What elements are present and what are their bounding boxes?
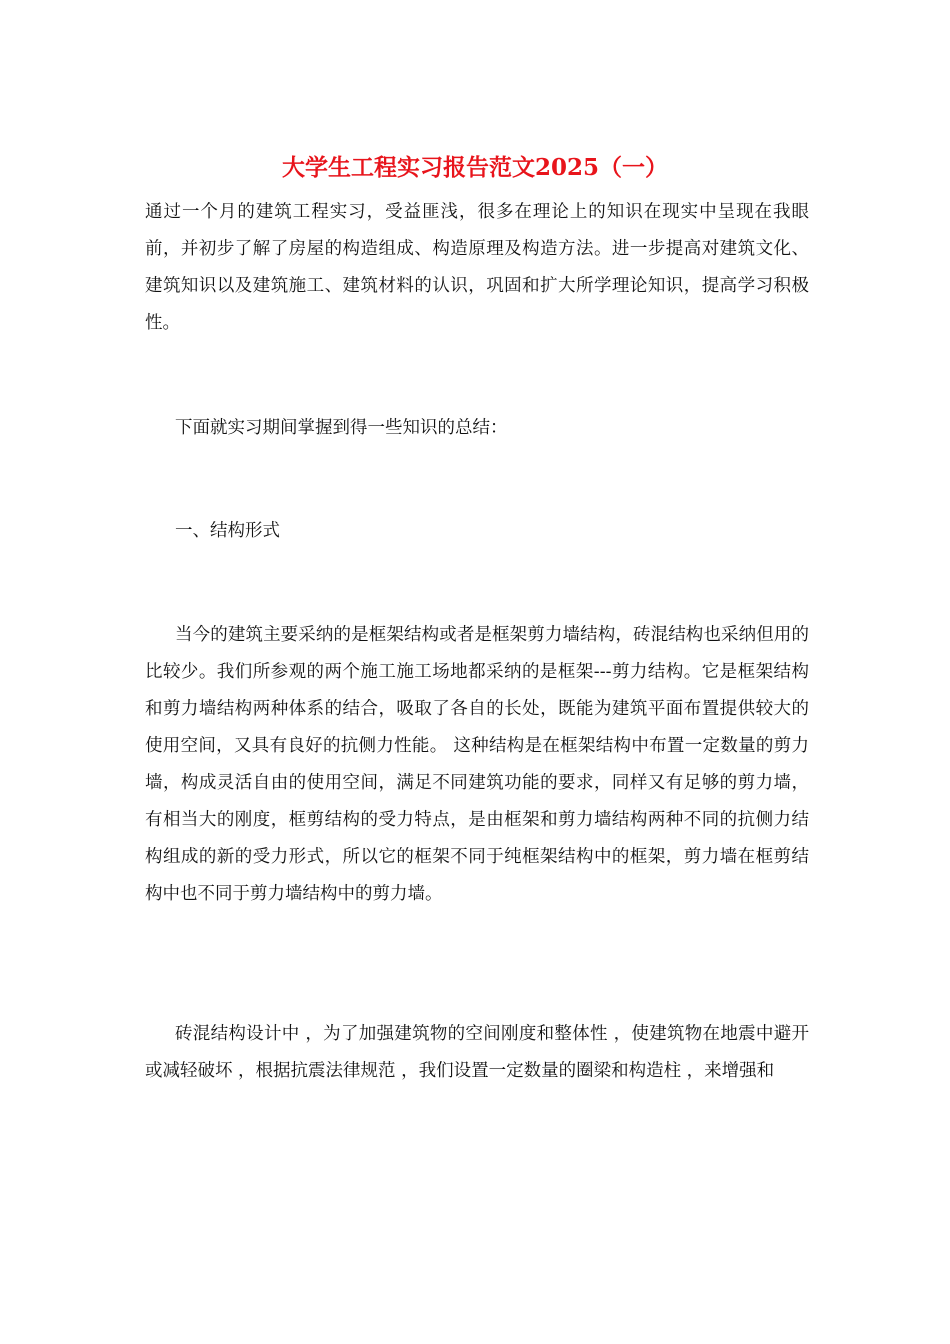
masonry-structure-paragraph: 砖混结构设计中 ，为了加强建筑物的空间刚度和整体性 ，使建筑物在地震中避开或减轻破坏 ，根据抗震法律规范 ，我们设置一定数量的圈梁和构造柱 ，来增强和 — [145, 1024, 809, 1081]
document-title: 大学生工程实习报告范文2025（一） — [281, 154, 668, 181]
summary-lead-paragraph: 下面就实习期间掌握到得一些知识的总结： — [175, 418, 508, 438]
frame-shear-wall-paragraph: 当今的建筑主要采纳的是框架结构或者是框架剪力墙结构，砖混结构也采纳但用的比较少。我们所参观的两个施工施工场地都采纳的是框架---剪力结构。它是框架结构和剪力墙结构两种体系的结合，吸取了各自的长处，既能为建筑平面布置提供较大的使用空间，又具有良好的抗侧力性能。 这种结构是在框架结构中布置一定数量的剪力墙，构成灵活自由的使用空间，满足不同建筑功能的要求，同样又有足够的剪力墙，有相当大的刚度，框剪结构的受力特点，是由框架和剪力墙结构两种不同的抗侧力结构组成的新的受力形式，所以它的框架不同于纯框架结构中的框架，剪力墙在框剪结构中也不同于剪力墙结构中的剪力墙。 — [145, 625, 809, 904]
section-heading-structure-form: 一、结构形式 — [175, 521, 280, 541]
intro-paragraph: 通过一个月的建筑工程实习，受益匪浅，很多在理论上的知识在现实中呈现在我眼前，并初步了解了房屋的构造组成、构造原理及构造方法。进一步提高对建筑文化、建筑知识以及建筑施工、建筑材料的认识，巩固和扩大所学理论知识，提高学习积极性。 — [145, 202, 809, 333]
